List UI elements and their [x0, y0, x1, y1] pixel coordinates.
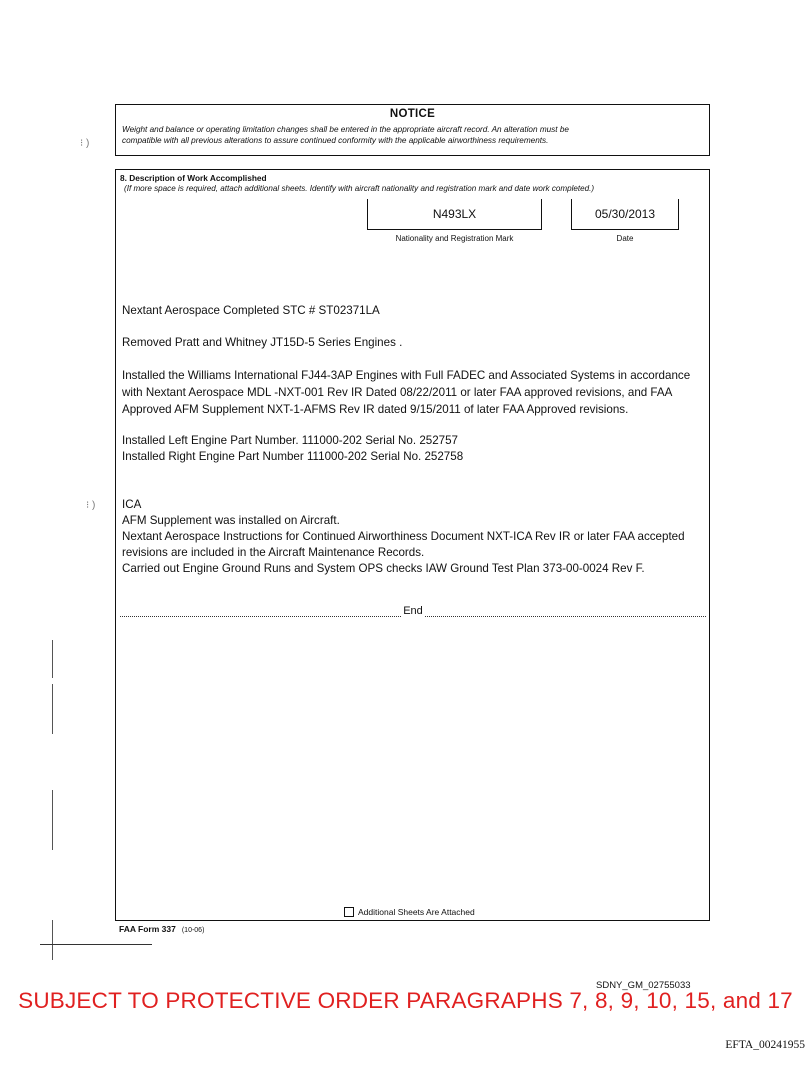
- notice-title: NOTICE: [389, 108, 436, 120]
- end-label: End: [403, 605, 423, 617]
- work-line-ica-doc-2: revisions are included in the Aircraft Maintenance Records.: [122, 546, 425, 559]
- registration-field[interactable]: N493LX: [367, 199, 542, 230]
- date-field[interactable]: 05/30/2013: [571, 199, 679, 230]
- scan-margin-line-4: [52, 920, 53, 960]
- notice-box: [115, 104, 710, 156]
- work-line-ica: ICA: [122, 498, 142, 511]
- registration-label: Nationality and Registration Mark: [395, 234, 514, 243]
- section-heading: 8. Description of Work Accomplished: [120, 173, 267, 183]
- additional-sheets-label: Additional Sheets Are Attached: [358, 907, 475, 917]
- work-line-left-engine: Installed Left Engine Part Number. 111000-202 Serial No. 252757: [122, 434, 459, 447]
- end-dots-right: [425, 607, 706, 617]
- scan-bottom-rule: [40, 944, 152, 945]
- section-instructions: (If more space is required, attach additional sheets. Identify with aircraft nationality and registration mark and date work completed.): [124, 184, 595, 193]
- end-dots-left: [120, 607, 401, 617]
- notice-text-line-2: compatible with all previous alterations to assure continued conformity with the applicable airworthiness requirements.: [122, 136, 549, 145]
- form-identifier: [119, 924, 204, 934]
- work-line-afm: AFM Supplement was installed on Aircraft.: [122, 514, 340, 527]
- work-line-installed-1: Installed the Williams International FJ44-3AP Engines with Full FADEC and Associated Systems in accordance: [122, 369, 691, 382]
- scan-artifact-top: ⁝ ): [80, 138, 90, 149]
- work-line-removed: Removed Pratt and Whitney JT15D-5 Series Engines .: [122, 336, 403, 349]
- scan-margin-line-1: [52, 640, 53, 678]
- work-line-ica-doc-1: Nextant Aerospace Instructions for Continued Airworthiness Document NXT-ICA Rev IR or later FAA accepted: [122, 530, 685, 543]
- bates-number: SDNY_GM_02755033: [596, 980, 691, 991]
- form-name: FAA Form 337: [119, 924, 176, 934]
- work-line-stc: Nextant Aerospace Completed STC # ST02371LA: [122, 304, 380, 317]
- scan-artifact-mid: ⁝ ): [86, 500, 96, 511]
- date-label: Date: [616, 234, 634, 243]
- work-line-ground-runs: Carried out Engine Ground Runs and System OPS checks IAW Ground Test Plan 373-00-0024 Rev F.: [122, 562, 645, 575]
- additional-sheets-checkbox[interactable]: [344, 907, 354, 917]
- work-description-section: [115, 169, 710, 921]
- notice-text-line-1: Weight and balance or operating limitation changes shall be entered in the appropriate aircraft record. An alteration must be: [122, 125, 569, 134]
- end-marker: [120, 605, 706, 617]
- notice-text: [122, 124, 689, 146]
- scan-margin-line-3: [52, 790, 53, 850]
- form-revision: (10-06): [181, 927, 205, 934]
- work-line-right-engine: Installed Right Engine Part Number 111000-202 Serial No. 252758: [122, 450, 464, 463]
- efta-number: EFTA_00241955: [725, 1039, 805, 1051]
- scan-margin-line-2: [52, 684, 53, 734]
- work-line-installed-3: Approved AFM Supplement NXT-1-AFMS Rev IR dated 9/15/2011 of later FAA Approved revisions.: [122, 403, 629, 416]
- protective-order-stamp: SUBJECT TO PROTECTIVE ORDER PARAGRAPHS 7, 8, 9, 10, 15, and 17: [18, 988, 793, 1013]
- additional-sheets-option[interactable]: [344, 907, 475, 917]
- work-line-installed-2: with Nextant Aerospace MDL -NXT-001 Rev IR Dated 08/22/2011 or later FAA approved revisions, and FAA: [122, 386, 673, 399]
